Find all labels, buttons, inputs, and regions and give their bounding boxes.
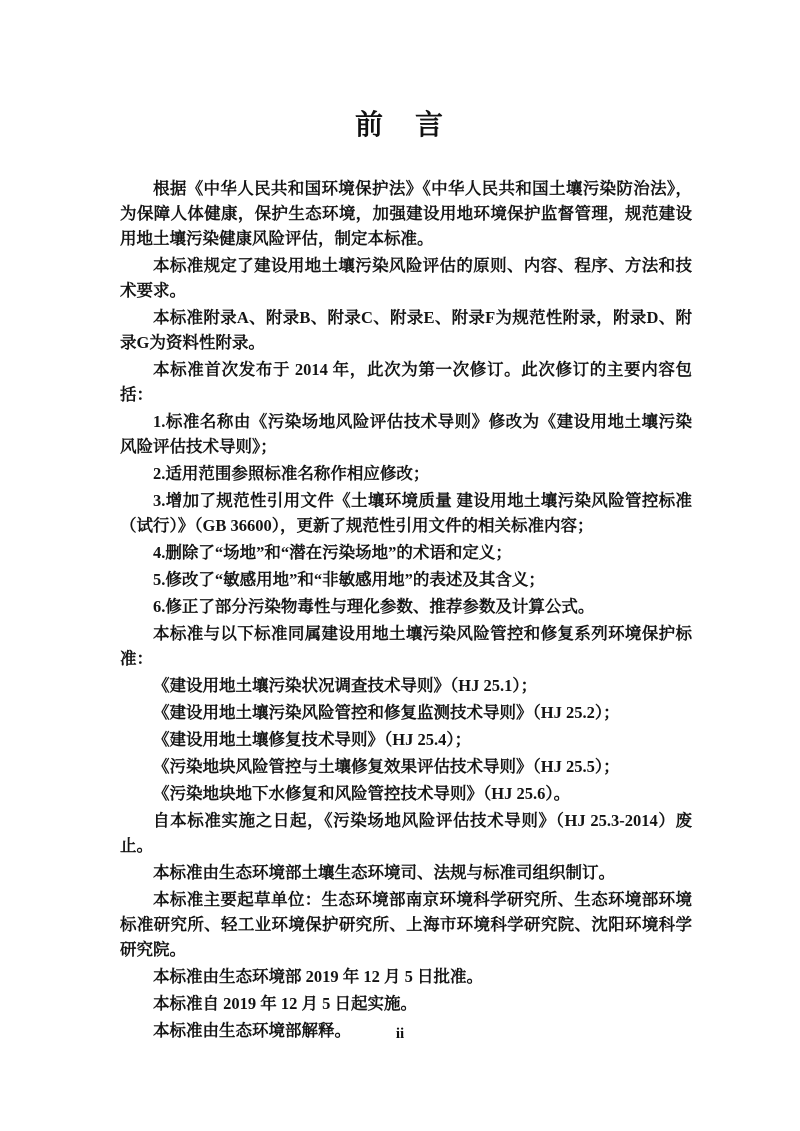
paragraph-standard-hj25-2: 《建设用地土壤污染风险管控和修复监测技术导则》（HJ 25.2）； (153, 703, 620, 722)
paragraph-effective-date: 本标准自 2019 年 12 月 5 日起实施。 (153, 994, 417, 1013)
paragraph-organizer: 本标准由生态环境部土壤生态环境司、法规与标准司组织制订。 (153, 863, 615, 882)
paragraph-repeal: 自本标准实施之日起，《污染场地风险评估技术导则》（HJ 25.3-2014）废止。 (120, 811, 692, 855)
paragraph-revision-item-3: 3.增加了规范性引用文件《土壤环境质量 建设用地土壤污染风险管控标准（试行）》（GB 36600），更新了规范性引用文件的相关标准内容； (120, 491, 692, 535)
paragraph-series-intro: 本标准与以下标准同属建设用地土壤污染风险管控和修复系列环境保护标准： (120, 624, 692, 668)
paragraph-revision-item-4: 4.删除了“场地”和“潜在污染场地”的术语和定义； (153, 543, 512, 562)
paragraph-basis: 根据《中华人民共和国环境保护法》《中华人民共和国土壤污染防治法》，为保障人体健康，保护生态环境，加强建设用地环境保护监督管理，规范建设用地土壤污染健康风险评估，制定本标准。 (120, 179, 692, 248)
paragraph-interpretation: 本标准由生态环境部解释。 (153, 1021, 351, 1040)
foreword-body (120, 176, 692, 1045)
paragraph-standard-hj25-1: 《建设用地土壤污染状况调查技术导则》（HJ 25.1）； (153, 676, 538, 695)
paragraph-standard-hj25-5: 《污染地块风险管控与土壤修复效果评估技术导则》（HJ 25.5）； (153, 757, 620, 776)
page-number: ii (395, 1026, 405, 1042)
paragraph-revision-intro: 本标准首次发布于 2014 年，此次为第一次修订。此次修订的主要内容包括： (120, 360, 692, 404)
paragraph-revision-item-6: 6.修正了部分污染物毒性与理化参数、推荐参数及计算公式。 (153, 597, 595, 616)
paragraph-standard-hj25-6: 《污染地块地下水修复和风险管控技术导则》（HJ 25.6）。 (153, 784, 571, 803)
paragraph-drafting-units: 本标准主要起草单位：生态环境部南京环境科学研究所、生态环境部环境标准研究所、轻工业环境保护研究所、上海市环境科学研究院、沈阳环境科学研究院。 (120, 890, 692, 959)
page-title: 前 言 (354, 110, 445, 141)
paragraph-standard-hj25-4: 《建设用地土壤修复技术导则》（HJ 25.4）； (153, 730, 472, 749)
paragraph-approval-date: 本标准由生态环境部 2019 年 12 月 5 日批准。 (153, 967, 483, 986)
paragraph-revision-item-1: 1.标准名称由《污染场地风险评估技术导则》修改为《建设用地土壤污染风险评估技术导则》； (120, 412, 692, 456)
paragraph-appendices: 本标准附录A、附录B、附录C、附录E、附录F为规范性附录，附录D、附录G为资料性附录。 (120, 308, 692, 352)
paragraph-revision-item-2: 2.适用范围参照标准名称作相应修改； (153, 464, 430, 483)
paragraph-scope: 本标准规定了建设用地土壤污染风险评估的原则、内容、程序、方法和技术要求。 (120, 256, 692, 300)
paragraph-revision-item-5: 5.修改了“敏感用地”和“非敏感用地”的表述及其含义； (153, 570, 545, 589)
